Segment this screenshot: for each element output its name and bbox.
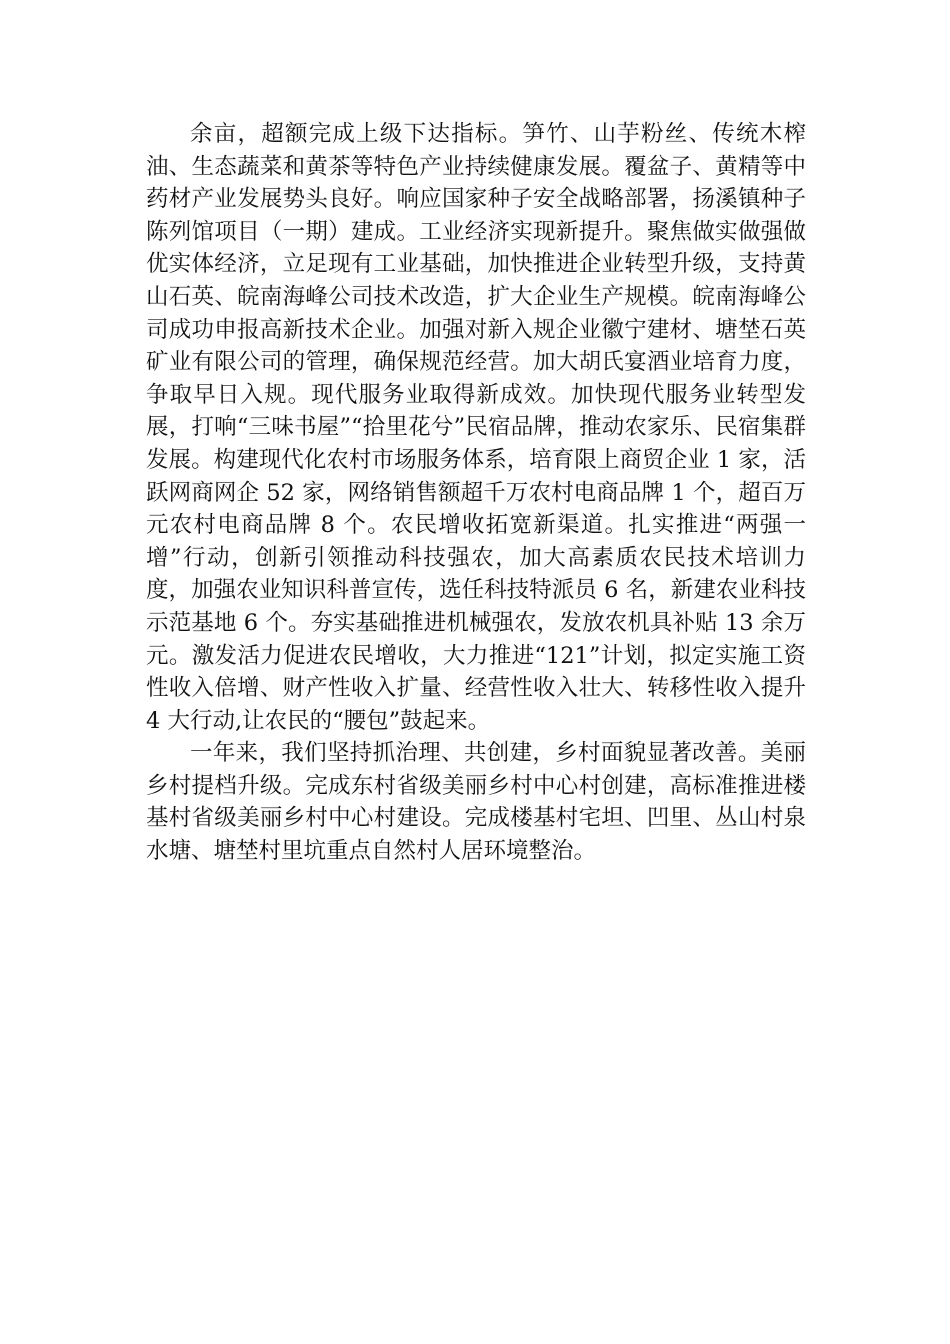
paragraph-1: 余亩，超额完成上级下达指标。笋竹、山芋粉丝、传统木榨油、生态蔬菜和黄茶等特色产业持续健康发展。覆盆子、黄精等中药材产业发展势头良好。响应国家种子安全战略部署，扬溪镇种子陈列馆项目（一期）建成。工业经济实现新提升。聚焦做实做强做优实体经济，立足现有工业基础，加快推进企业转型升级，支持黄山石英、皖南海峰公司技术改造，扩大企业生产规模。皖南海峰公司成功申报高新技术企业。加强对新入规企业徽宁建材、塘埜石英矿业有限公司的管理，确保规范经营。加大胡氏宴酒业培育力度，争取早日入规。现代服务业取得新成效。加快现代服务业转型发展，打响“三味书屋”“拾里花兮”民宿品牌，推动农家乐、民宿集群发展。构建现代化农村市场服务体系，培育限上商贸企业 1 家，活跃网商网企 52 家，网络销售额超千万农村电商品牌 1 个，超百万元农村电商品牌 8 个。农民增收拓宽新渠道。扎实推进“两强一增”行动，创新引领推动科技强农，加大高素质农民技术培训力度，加强农业知识科普宣传，选任科技特派员 6 名，新建农业科技示范基地 6 个。夯实基础推进机械强农，发放农机具补贴 13 余万元。激发活力促进农民增收，大力推进“121”计划，拟定实施工资性收入倍增、财产性收入扩量、经营性收入壮大、转移性收入提升 4 大行动,让农民的“腰包”鼓起来。 [146, 121, 806, 734]
paragraph-2: 一年来，我们坚持抓治理、共创建，乡村面貌显著改善。美丽乡村提档升级。完成东村省级美丽乡村中心村创建，高标准推进楼基村省级美丽乡村中心村建设。完成楼基村宅坦、凹里、丛山村泉水塘、塘埜村里坑重点自然村人居环境整治。 [146, 740, 806, 865]
body-text [146, 118, 806, 868]
